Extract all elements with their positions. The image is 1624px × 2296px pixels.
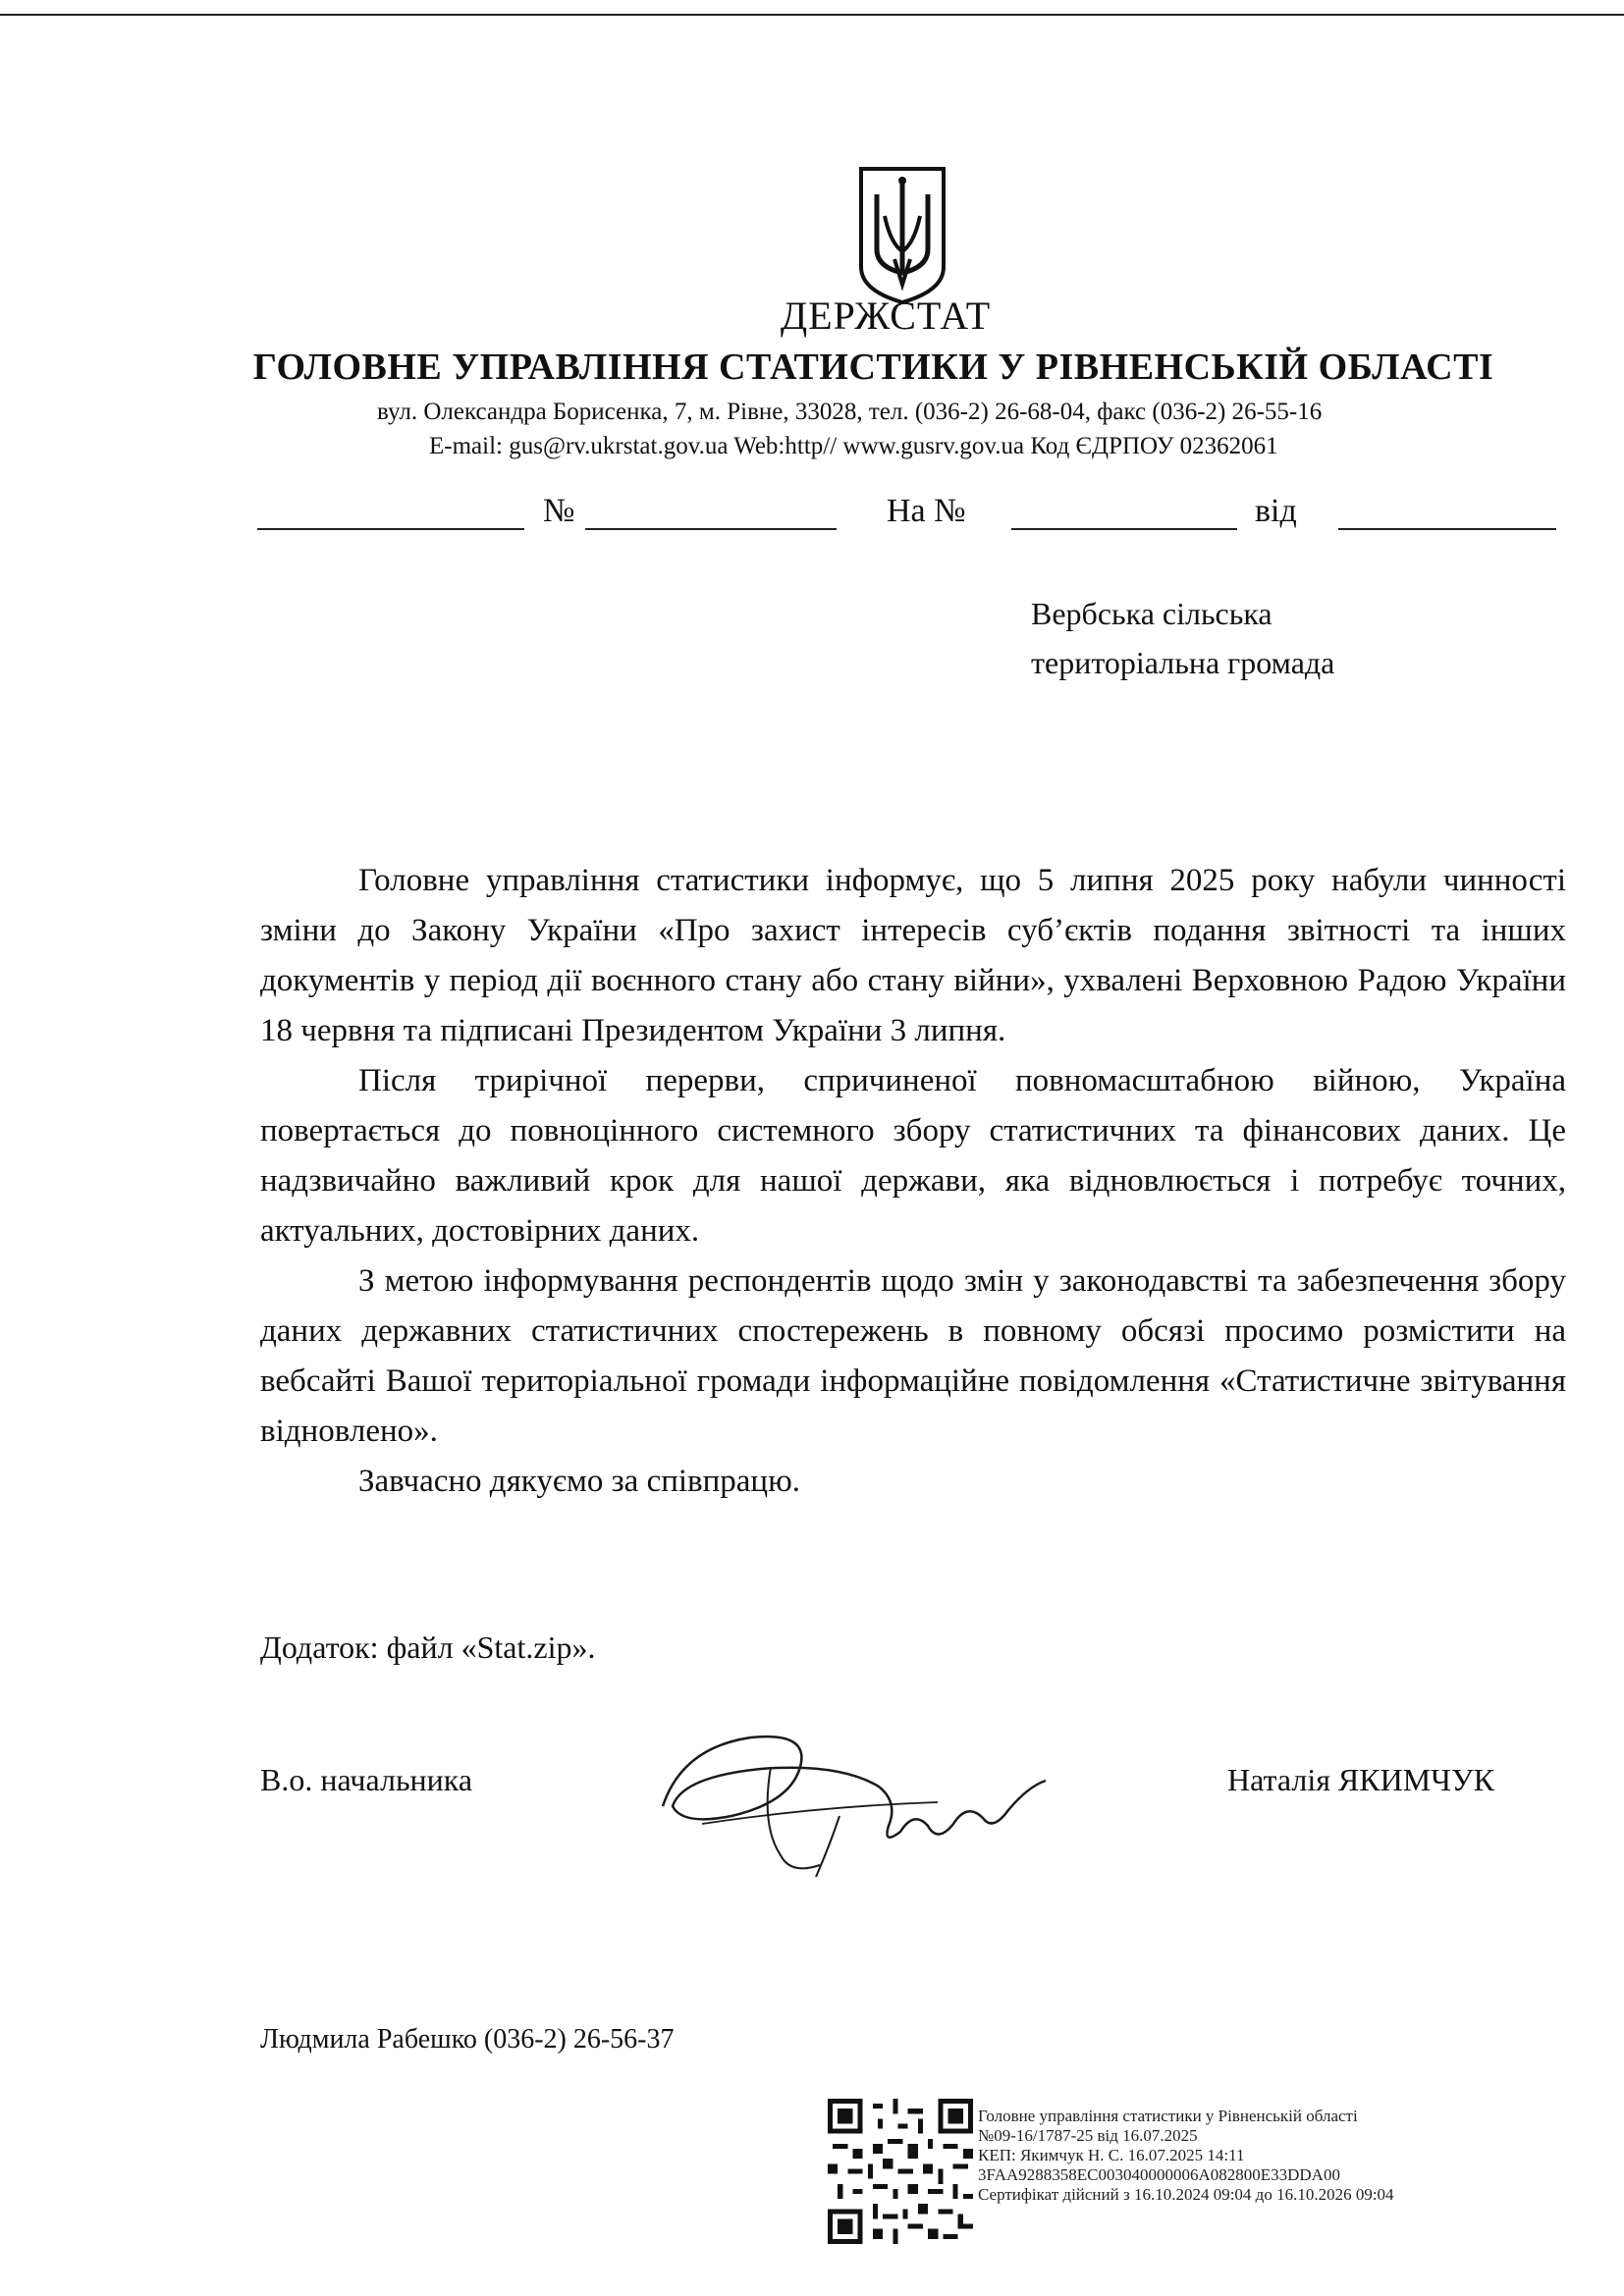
paragraph-4: Завчасно дякуємо за співпрацю. bbox=[358, 1464, 800, 1499]
trident-emblem-icon bbox=[855, 165, 949, 304]
paragraph-1: Головне управління статистики інформує, що 5 липня 2025 року набули чинності зміни до Закону України «Про захист інтересів суб’єктів подання звітності та інших документів у період дії воєнного стану або стану війни», ухвалені Верховною Радою України 18 червня та підписані Президентом України 3 липня. bbox=[260, 863, 1566, 1048]
kep-line-1: Головне управління статистики у Рівненській області bbox=[978, 2107, 1358, 2125]
contact-person: Людмила Рабешко (036-2) 26-56-37 bbox=[260, 2024, 675, 2055]
kep-line-3: КЕП: Якимчук Н. С. 16.07.2025 14:11 bbox=[978, 2146, 1245, 2164]
handwritten-signature bbox=[643, 1708, 1065, 1885]
signatory-name: Наталія ЯКИМЧУК bbox=[1227, 1762, 1494, 1797]
date-blank-line bbox=[257, 528, 524, 530]
number-blank-line bbox=[585, 528, 837, 530]
top-border-line bbox=[0, 14, 1624, 16]
letter-body bbox=[260, 856, 1566, 1507]
attachment-note: Додаток: файл «Stat.zip». bbox=[260, 1629, 596, 1665]
signatory-title: В.о. начальника bbox=[260, 1762, 473, 1797]
agency-name: ДЕРЖСТАТ bbox=[780, 294, 992, 338]
reply-to-label: На № bbox=[887, 493, 966, 529]
contacts-line: E-mail: gus@rv.ukrstat.gov.ua Web:http// www.gusrv.gov.ua Код ЄДРПОУ 02362061 bbox=[429, 433, 1278, 459]
kep-line-2: №09-16/1787-25 від 16.07.2025 bbox=[978, 2126, 1198, 2145]
address-line: вул. Олександра Борисенка, 7, м. Рівне, 33028, тел. (036-2) 26-68-04, факс (036-2) 26-55-16 bbox=[377, 399, 1323, 425]
paragraph-2: Після трирічної перерви, спричиненої повномасштабною війною, Україна повертається до повноцінного системного збору статистичних та фінансових даних. Це надзвичайно важливий крок для нашої держави, яка відновлюється і потребує точних, актуальних, достовірних даних. bbox=[260, 1063, 1566, 1249]
number-label: № bbox=[543, 493, 575, 529]
recipient-block bbox=[1031, 589, 1334, 687]
electronic-signature-stamp bbox=[978, 2107, 1394, 2205]
qr-code-icon bbox=[828, 2099, 973, 2244]
recipient-line-2: територіальна громада bbox=[1031, 645, 1335, 680]
from-label: від bbox=[1255, 493, 1297, 529]
kep-line-4: 3FAA9288358EC003040000006A082800E33DDA00 bbox=[978, 2165, 1340, 2184]
reference-row bbox=[0, 485, 1624, 534]
recipient-line-1: Вербська сільська bbox=[1031, 596, 1272, 631]
paragraph-3: З метою інформування респондентів щодо змін у законодавстві та забезпечення збору даних державних статистичних спостережень в повному обсязі просимо розмістити на вебсайті Вашої територіальної громади інформаційне повідомлення «Статистичне звітування відновлено». bbox=[260, 1263, 1566, 1449]
department-name: ГОЛОВНЕ УПРАВЛІННЯ СТАТИСТИКИ У РІВНЕНСЬКІЙ ОБЛАСТІ bbox=[252, 347, 1494, 388]
reply-date-blank-line bbox=[1338, 528, 1556, 530]
reply-number-blank-line bbox=[1011, 528, 1237, 530]
kep-line-5: Сертифікат дійсний з 16.10.2024 09:04 до 16.10.2026 09:04 bbox=[978, 2185, 1394, 2204]
